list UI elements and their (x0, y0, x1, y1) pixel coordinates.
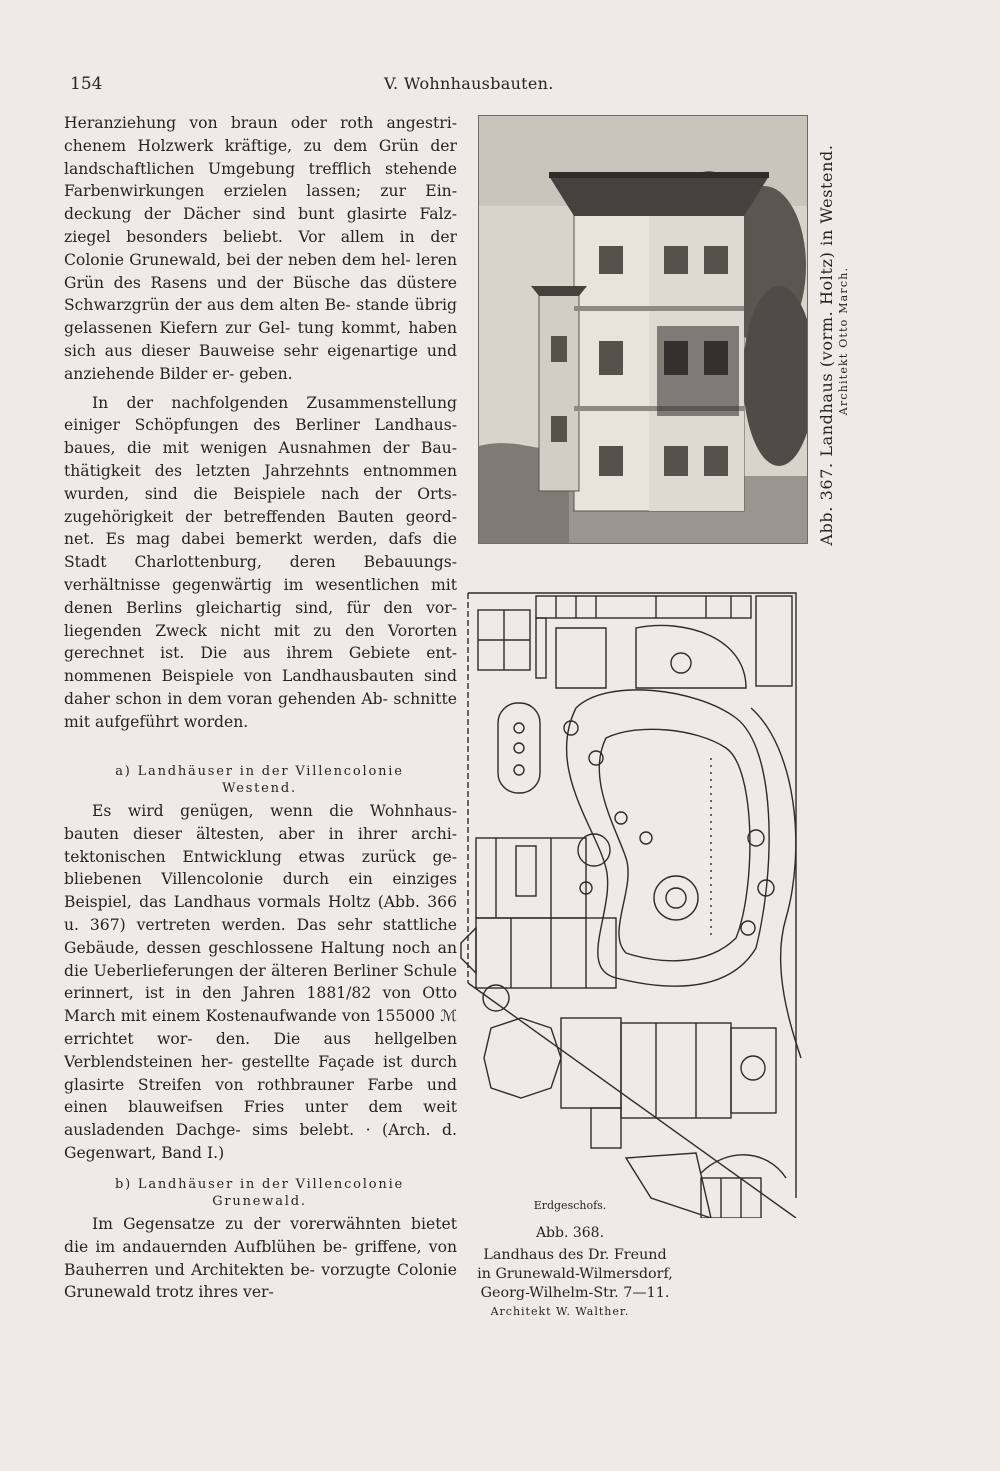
paragraph-3: Es wird genügen, wenn die Wohnhaus- bauten dieser ältesten, aber in ihrer archi- tektonischen Entwicklung etwas zurück ge- bliebenen Villencolonie durch ein einziges Beispiel, das Landhaus vormals Holtz (Abb. 366 u. 367) vertreten werden. Das sehr stattliche Gebäude, dessen geschlossene Haltung noch an die Ueberlieferungen der älteren Berliner Schule erinnert, ist in den Jahren 1881/82 von Otto March mit einem Kostenaufwande von 155000 ℳ errichtet wor- den. Die aus hellgelben Verblendsteinen her- gestellte Façade ist durch glasirte Streifen von rothbrauner Farbe und einen blauweifsen Fries unter dem weit ausladenden Dachge- sims belebt. · (Arch. d. Gegenwart, Band I.) (64, 802, 457, 1162)
paragraph-1: Heranziehung von braun oder roth angestri- chenem Holzwerk kräftige, zu dem Grün der landschaftlichen Umgebung trefflich stehende Farbenwirkungen erzielen lassen; zur Ein- deckung der Dächer sind bunt glasirte Falz- ziegel besonders beliebt. Vor allem in der Colonie Grunewald, bei der neben dem hel- leren Grün des Rasens und der Büsche das düstere Schwarzgrün der aus dem alten Be- stande übrig gelassenen Kiefern zur Gel- tung kommt, haben sich aus dieser Bauweise sehr eigenartige und anziehende Bilder er- geben. (64, 114, 457, 383)
text-column-middle (64, 800, 457, 1165)
page-number: 154 (70, 74, 103, 94)
text-column-bottom (64, 1213, 457, 1304)
figure-368-title-line1: Landhaus des Dr. Freund (483, 1247, 667, 1263)
subheading-westend-line1: a) Landhäuser in der Villencolonie (115, 764, 404, 779)
subheading-grunewald-line1: b) Landhäuser in der Villencolonie (114, 1177, 405, 1192)
text-column-top (64, 112, 457, 734)
subheading-westend-line2: Westend. (222, 781, 297, 796)
figure-368-floor-label: Erdgeschofs. (533, 1199, 607, 1212)
figure-368-number: Abb. 368. (535, 1225, 605, 1241)
subheading-westend (82, 763, 437, 797)
figure-367-caption: Abb. 367. Landhaus (vorm. Holtz) in Westend. (817, 144, 836, 546)
figure-368-title-line2: in Grunewald-Wilmersdorf, (477, 1266, 673, 1282)
ground-floor-plan (456, 588, 810, 1218)
paragraph-4: Im Gegensatze zu der vorerwähnten bietet die im andauernden Aufblühen be- griffene, von Bauherren und Architekten be- vorzugte Colonie Grunewald trotz ihres ver- (64, 1215, 457, 1302)
figure-368-architect: Architekt W. Walther. (490, 1305, 630, 1318)
villa-photograph (478, 115, 808, 544)
paragraph-2: In der nachfolgenden Zusammenstellung einiger Schöpfungen des Berliner Landhaus- baues, die mit wenigen Ausnahmen der Bau- thätigkeit des letzten Jahrzehnts entnommen wurden, sind die Beispiele nach der Orts- zugehörigkeit der betreffenden Bauten geord- net. Es mag dabei bemerkt werden, dafs die Stadt Charlottenburg, deren Bebauungs- verhältnisse gegenwärtig im wesentlichen mit denen Berlins gleichartig sind, für den vor- liegenden Zweck nicht mit zu den Vororten gerechnet ist. Die aus ihrem Gebiete ent- nommenen Beispiele von Landhausbauten sind daher schon in dem voran gehenden Ab- schnitte mit aufgeführt worden. (64, 393, 457, 731)
subheading-grunewald (82, 1176, 437, 1210)
figure-368-title-line3: Georg-Wilhelm-Str. 7—11. (480, 1285, 670, 1301)
figure-368-title (440, 1246, 710, 1303)
figure-367-architect: Architekt Otto March. (837, 266, 850, 416)
subheading-grunewald-line2: Grunewald. (212, 1194, 307, 1209)
running-head: V. Wohnhausbauten. (384, 74, 554, 93)
